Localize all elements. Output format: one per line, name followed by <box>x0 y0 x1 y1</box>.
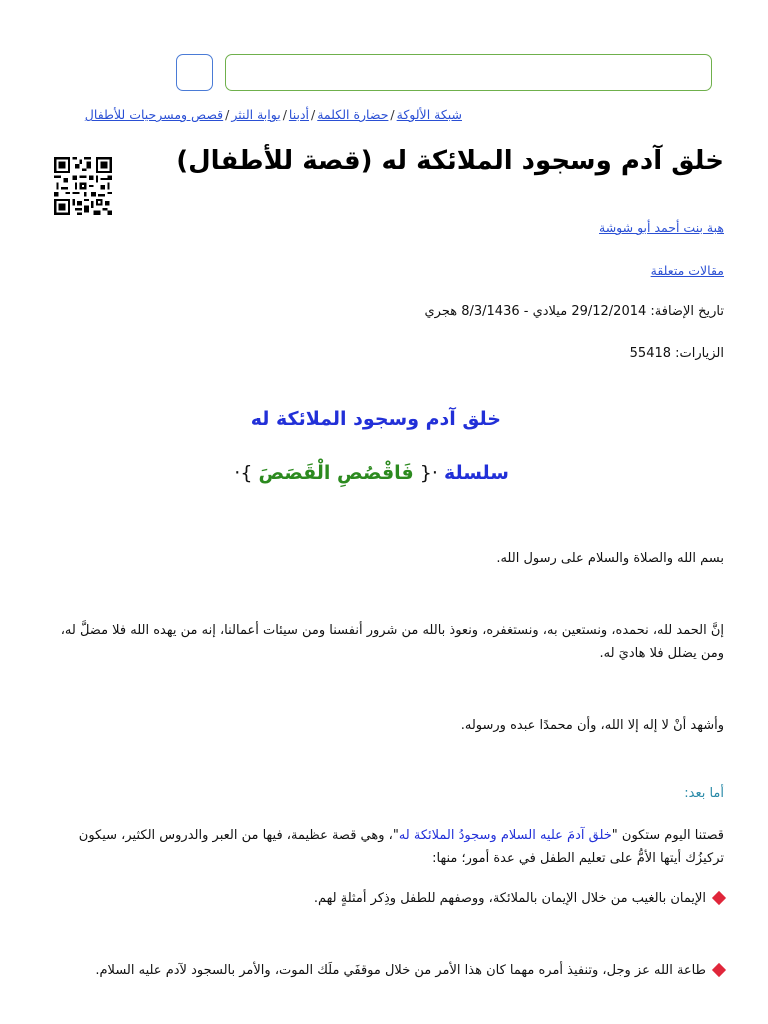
red-diamond-icon <box>712 890 726 904</box>
section-intro-label: أما بعد: <box>684 786 724 801</box>
qr-code-icon[interactable] <box>54 157 112 215</box>
list-item <box>42 959 724 982</box>
paragraph-testimony: وأشهد أنْ لا إله إلا الله، وأن محمدًا عبده ورسوله. <box>460 718 724 733</box>
breadcrumb-item-prose-portal[interactable]: بوابة النثر <box>231 107 281 122</box>
visits-label: الزيارات: <box>675 346 724 361</box>
series-close-bracket: }· <box>234 462 259 484</box>
search-button[interactable] <box>176 54 213 91</box>
paragraph-basmala: بسم الله والصلاة والسلام على رسول الله. <box>496 551 724 566</box>
list-item-text: طاعة الله عز وجل، وتنفيذ أمره مهما كان هذا الأمر من خلال موقفَي ملَك الموت، والأمر بالسجود لآدم عليه السلام. <box>95 963 706 978</box>
breadcrumb-separator: / <box>282 107 287 122</box>
paragraph-story-intro <box>42 824 724 870</box>
breadcrumb-item-civilization[interactable]: حضارة الكلمة <box>317 107 389 122</box>
series-open-bracket: ·{ <box>413 462 438 484</box>
red-diamond-icon <box>712 962 726 976</box>
related-articles-link[interactable]: مقالات متعلقة <box>650 263 724 278</box>
story-intro-text-before: قصتنا اليوم ستكون " <box>611 828 724 843</box>
breadcrumb-item-literature[interactable]: أدبنا <box>288 107 310 122</box>
breadcrumb-item-alukah[interactable]: شبكة الألوكة <box>396 107 462 122</box>
series-title <box>234 462 509 484</box>
paragraph-praise: إنَّ الحمد لله، نحمده، ونستعين به، ونستغفره، ونعوذ بالله من شرور أنفسنا ومن سيئات أعمالنا، إنه من يهده الله فلا مضلَّ له، ومن يضلل فلا هاديَ له. <box>60 623 724 661</box>
series-quote: فَاقْصُصِ الْقَصَصَ <box>258 462 414 484</box>
date-label: تاريخ الإضافة: <box>650 304 724 319</box>
breadcrumb <box>85 107 462 122</box>
visits-value: 55418 <box>629 346 672 361</box>
search-input[interactable] <box>225 54 712 91</box>
breadcrumb-separator: / <box>311 107 316 122</box>
breadcrumb-item-children-stories[interactable]: قصص ومسرحيات للأطفال <box>84 107 224 122</box>
date-added <box>425 304 725 319</box>
article-heading: خلق آدم وسجود الملائكة له <box>250 408 501 430</box>
search-bar <box>176 54 712 91</box>
visits-count <box>630 346 724 361</box>
series-label: سلسلة <box>443 462 509 484</box>
list-item <box>42 887 724 910</box>
breadcrumb-separator: / <box>225 107 230 122</box>
story-intro-text-after: "، وهي قصة عظيمة، فيها من العبر والدروس الكثير، سيكون تركيزُك أيتها الأمُّ على تعليم الطفل في عدة أمور؛ منها: <box>78 828 724 866</box>
list-item-text: الإيمان بالغيب من خلال الإيمان بالملائكة، ووصفهم للطفل وذِكر أمثلةٍ لهم. <box>313 891 706 906</box>
breadcrumb-separator: / <box>390 107 395 122</box>
author-link[interactable]: هبة بنت أحمد أبو شوشة <box>599 220 724 235</box>
story-reference: خلق آدمَ عليه السلام وسجودُ الملائكة له <box>398 828 612 843</box>
page-title: خلق آدم وسجود الملائكة له (قصة للأطفال) <box>176 146 724 176</box>
date-value: 29/12/2014 ميلادي - 8/3/1436 هجري <box>424 304 647 319</box>
